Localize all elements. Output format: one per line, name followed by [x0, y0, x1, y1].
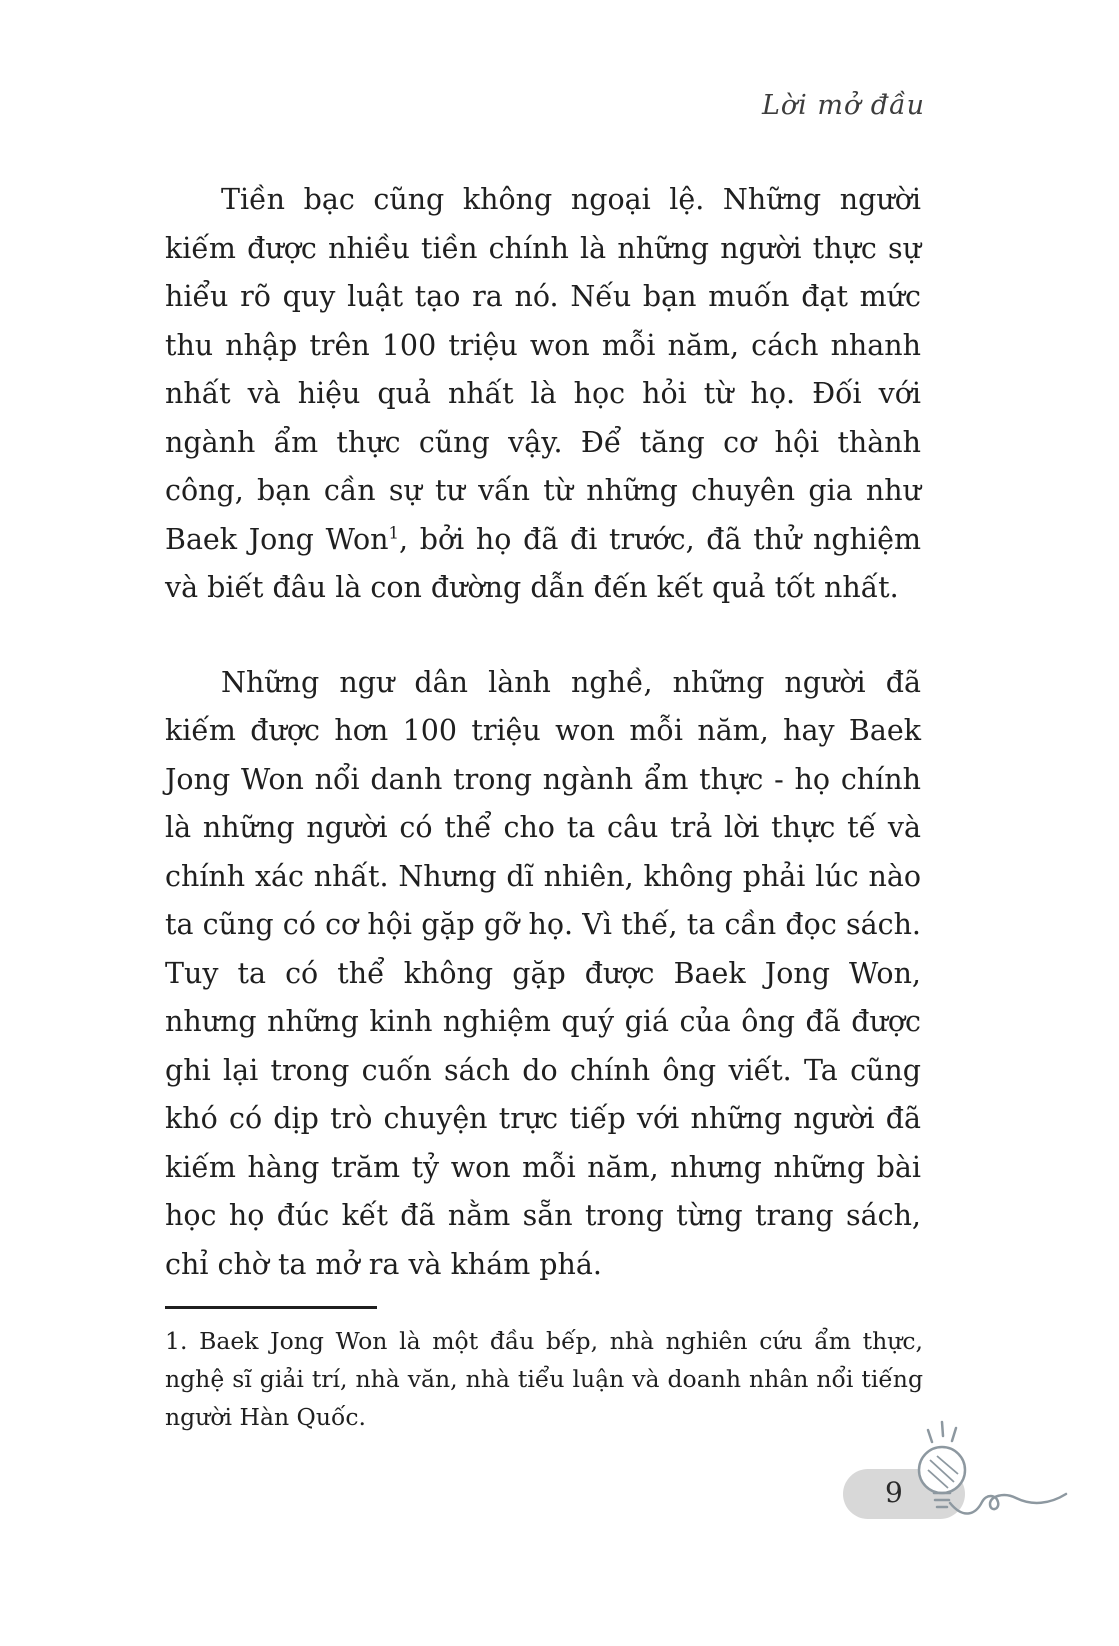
- paragraph-1-text-before-ref: Tiền bạc cũng không ngoại lệ. Những người kiếm được nhiều tiền chính là những người thực sự hiểu rõ quy luật tạo ra nó. Nếu bạn muốn đạt mức thu nhập trên 100 triệu won mỗi năm, cách nhanh nhất và hiệu quả nhất là học hỏi từ họ. Đối với ngành ẩm thực cũng vậy. Để tăng cơ hội thành công, bạn cần sự tư vấn từ những chuyên gia như Baek Jong Won: [165, 183, 921, 556]
- page-number: 9: [885, 1476, 903, 1509]
- running-head: Lời mở đầu: [761, 90, 925, 121]
- body-text-block: [165, 176, 921, 1335]
- paragraph-1-text-after-ref: , bởi họ đã đi trước, đã thử nghiệm và biết đâu là con đường dẫn đến kết quả tốt nhất.: [165, 522, 921, 604]
- paragraph-1: [165, 176, 921, 613]
- footnote-separator-rule: [165, 1306, 377, 1309]
- lightbulb-doodle-icon: [898, 1408, 1078, 1538]
- footnote-text: 1. Baek Jong Won là một đầu bếp, nhà nghiên cứu ẩm thực, nghệ sĩ giải trí, nhà văn, nhà tiểu luận và doanh nhân nổi tiếng người Hàn Quốc.: [165, 1327, 923, 1431]
- paragraph-2: Những ngư dân lành nghề, những người đã kiếm được hơn 100 triệu won mỗi năm, hay Baek Jong Won nổi danh trong ngành ẩm thực - họ chính là những người có thể cho ta câu trả lời thực tế và chính xác nhất. Nhưng dĩ nhiên, không phải lúc nào ta cũng có cơ hội gặp gỡ họ. Vì thế, ta cần đọc sách. Tuy ta có thể không gặp được Baek Jong Won, nhưng những kinh nghiệm quý giá của ông đã được ghi lại trong cuốn sách do chính ông viết. Ta cũng khó có dịp trò chuyện trực tiếp với những người đã kiếm hàng trăm tỷ won mỗi năm, nhưng những bài học họ đúc kết đã nằm sẵn trong từng trang sách, chỉ chờ ta mở ra và khám phá.: [165, 665, 921, 1281]
- footnote-reference-marker: 1: [388, 523, 399, 542]
